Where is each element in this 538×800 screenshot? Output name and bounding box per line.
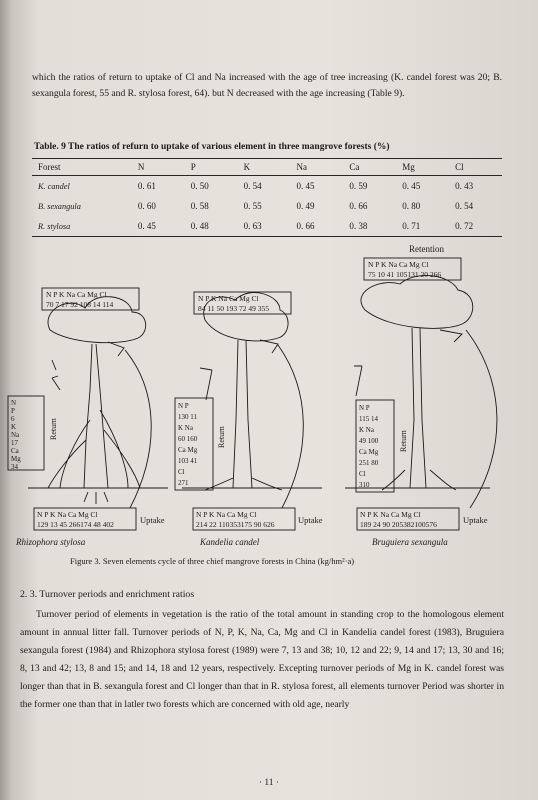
return-line: 115 14	[359, 415, 378, 423]
retention-values: 75 10 41 105131 20 266	[368, 270, 442, 279]
uptake-values: 189 24 90 205382100576	[360, 520, 437, 529]
section-body	[20, 606, 504, 714]
return-values-1	[11, 399, 21, 471]
retention-label: Retention	[409, 244, 444, 254]
table-cell: 0. 60	[137, 201, 156, 211]
uptake-header: N P K Na Ca Mg Cl	[37, 510, 98, 519]
table-cell: 0. 59	[349, 181, 368, 191]
retention-values: 70 7 17 92 108 14 114	[46, 300, 114, 309]
uptake-values: 129 13 45 266174 48 402	[37, 520, 114, 529]
litter-arrow	[52, 360, 60, 390]
table-cell: 0. 58	[190, 201, 209, 211]
return-label: Return	[49, 418, 58, 440]
table-cell: R. stylosa	[32, 216, 132, 237]
nutrient-cycle-diagram	[0, 240, 538, 540]
return-line: Cl	[178, 468, 185, 476]
uptake-label: Uptake	[298, 515, 323, 525]
table9-header: Ca	[343, 159, 396, 176]
litter-arrow	[354, 366, 362, 396]
uptake-label: Uptake	[140, 515, 165, 525]
section-paragraph: Turnover period of elements in vegetation is the ratio of the total amount in standing crop to the homologous element amount in annual litter fall. Turnover periods of N, P, K, Na, Ca, Mg and Cl in Kandelia candel forest (1983), Bruguiera sexangula forest (1984) and Rhizophora stylosa forest (1989) were 7, 13 and 38; 10, 12 and 22; 9, 14 and 17; 13, 30 and 16; 8, 13 and 42; 13, 8 and 15; and 14, 18 and 12 years, respectively. Excepting turnover periods of Mg in K. candel forest was longer than that in B. sexangula forest and Cl longer than that in R. stylosa forest, all elements turnover Period was shorter in the former one than that in latler two forests which are concerned with old age, nearly	[20, 609, 504, 710]
page-number: · 11 ·	[258, 778, 280, 788]
uptake-label: Uptake	[463, 515, 488, 525]
retention-values: 84 11 50 193 72 49 355	[198, 304, 269, 313]
return-line: K Na	[178, 424, 193, 432]
tree-canopy	[361, 275, 473, 328]
table-cell: 0. 66	[349, 201, 368, 211]
table-cell: 0. 54	[455, 201, 474, 211]
intro-text: which the ratios of return to uptake of Cl and Na increased with the age of tree increasing (K. candel forest was 20; B. sexangula forest, 55 and R. stylosa forest, 64). but N decreased with the age increasing (Table 9).	[32, 72, 502, 99]
table-cell: 0. 61	[137, 181, 156, 191]
table9-header: Mg	[396, 159, 449, 176]
table-cell: 0. 80	[402, 201, 421, 211]
return-line: 310	[359, 481, 370, 489]
arrow-head	[260, 340, 278, 353]
uptake-header: N P K Na Ca Mg Cl	[360, 510, 421, 519]
return-line: 17	[11, 439, 18, 447]
return-line: K	[11, 423, 17, 431]
table-cell: 0. 63	[238, 216, 291, 237]
return-line: 130 11	[178, 413, 197, 421]
return-label: Return	[217, 426, 226, 448]
uptake-header: N P K Na Ca Mg Cl	[196, 510, 257, 519]
uptake-arrow	[125, 350, 151, 508]
return-line: 103 41	[178, 457, 198, 465]
uptake-arrow	[278, 345, 303, 508]
table9-caption: Table. 9 The ratios of refurn to uptake of various element in three mangrove forests (%)	[34, 142, 390, 152]
tree-base	[382, 470, 456, 490]
table-row	[32, 196, 502, 216]
retention-header: N P K Na Ca Mg Cl	[46, 290, 107, 299]
return-line: Na	[11, 431, 20, 439]
table9-header: Forest	[32, 159, 132, 176]
return-line: Ca Mg	[178, 446, 198, 454]
return-label: Return	[399, 430, 408, 452]
return-line: 49 100	[359, 437, 379, 445]
uptake-values: 214 22 110353175 90 626	[196, 520, 275, 529]
table-cell: 0. 72	[449, 216, 502, 237]
table-row	[32, 176, 502, 197]
return-line: 6	[11, 415, 15, 423]
table-cell: 0. 45	[402, 181, 421, 191]
table-row	[32, 216, 502, 237]
tree-trunk	[233, 340, 252, 488]
figure-3	[0, 240, 538, 547]
return-line: 60 160	[178, 435, 198, 443]
return-line: Ca Mg	[359, 448, 379, 456]
retention-header: N P K Na Ca Mg Cl	[368, 260, 429, 269]
return-line: Mg	[11, 455, 21, 463]
table9-header: K	[238, 159, 291, 176]
table-cell: 0. 71	[396, 216, 449, 237]
return-line: 34	[11, 463, 18, 471]
table-cell: 0. 45	[132, 216, 185, 237]
table9	[32, 158, 502, 237]
table-cell: 0. 38	[343, 216, 396, 237]
table9-header: Cl	[449, 159, 502, 176]
table-cell: 0. 45	[296, 181, 315, 191]
retention-header: N P K Na Ca Mg Cl	[198, 294, 259, 303]
table-cell: 0. 48	[185, 216, 238, 237]
table9-header-row	[32, 159, 502, 176]
return-values-3	[359, 404, 379, 489]
intro-paragraph	[32, 70, 502, 102]
uptake-arrow	[466, 330, 497, 508]
return-line: 251 80	[359, 459, 379, 467]
return-values-2	[178, 402, 198, 487]
table-cell: 0. 54	[243, 181, 262, 191]
litter-arrow	[200, 368, 212, 400]
section-heading: 2. 3. Turnover periods and enrichment ratios	[20, 589, 195, 600]
prop-roots	[48, 410, 140, 488]
table-cell: 0. 66	[290, 216, 343, 237]
table-cell: 0. 55	[243, 201, 262, 211]
tree-trunk	[84, 344, 108, 488]
table-cell: B. sexangula	[38, 201, 81, 211]
return-line: N	[11, 399, 17, 407]
return-line: 271	[178, 479, 189, 487]
tree-name-bruguiera: Bruguiera sexangula	[372, 537, 448, 547]
return-line: N P	[178, 402, 189, 410]
table-cell: 0. 43	[455, 181, 474, 191]
tree-trunk	[410, 328, 426, 488]
table9-header: Na	[290, 159, 343, 176]
return-line: P	[11, 407, 15, 415]
arrow-head	[440, 330, 462, 342]
figure-caption: Figure 3. Seven elements cycle of three chief mangrove forests in China (kg/hm²·a)	[70, 556, 355, 566]
return-box	[356, 400, 394, 492]
return-box	[175, 398, 213, 490]
return-line: Cl	[359, 470, 366, 478]
roots	[84, 492, 108, 504]
return-line: N P	[359, 404, 370, 412]
table9-header: P	[185, 159, 238, 176]
return-line: K Na	[359, 426, 374, 434]
tree-name-kandelia: Kandelia candel	[200, 537, 260, 547]
table9-header: N	[132, 159, 185, 176]
table-cell: K. candel	[38, 181, 70, 191]
tree-name-rhizophora: Rhizophora stylosa	[16, 537, 86, 547]
return-line: Ca	[11, 447, 19, 455]
table-cell: 0. 49	[296, 201, 315, 211]
arrow-head	[108, 342, 124, 356]
table-cell: 0. 50	[190, 181, 209, 191]
